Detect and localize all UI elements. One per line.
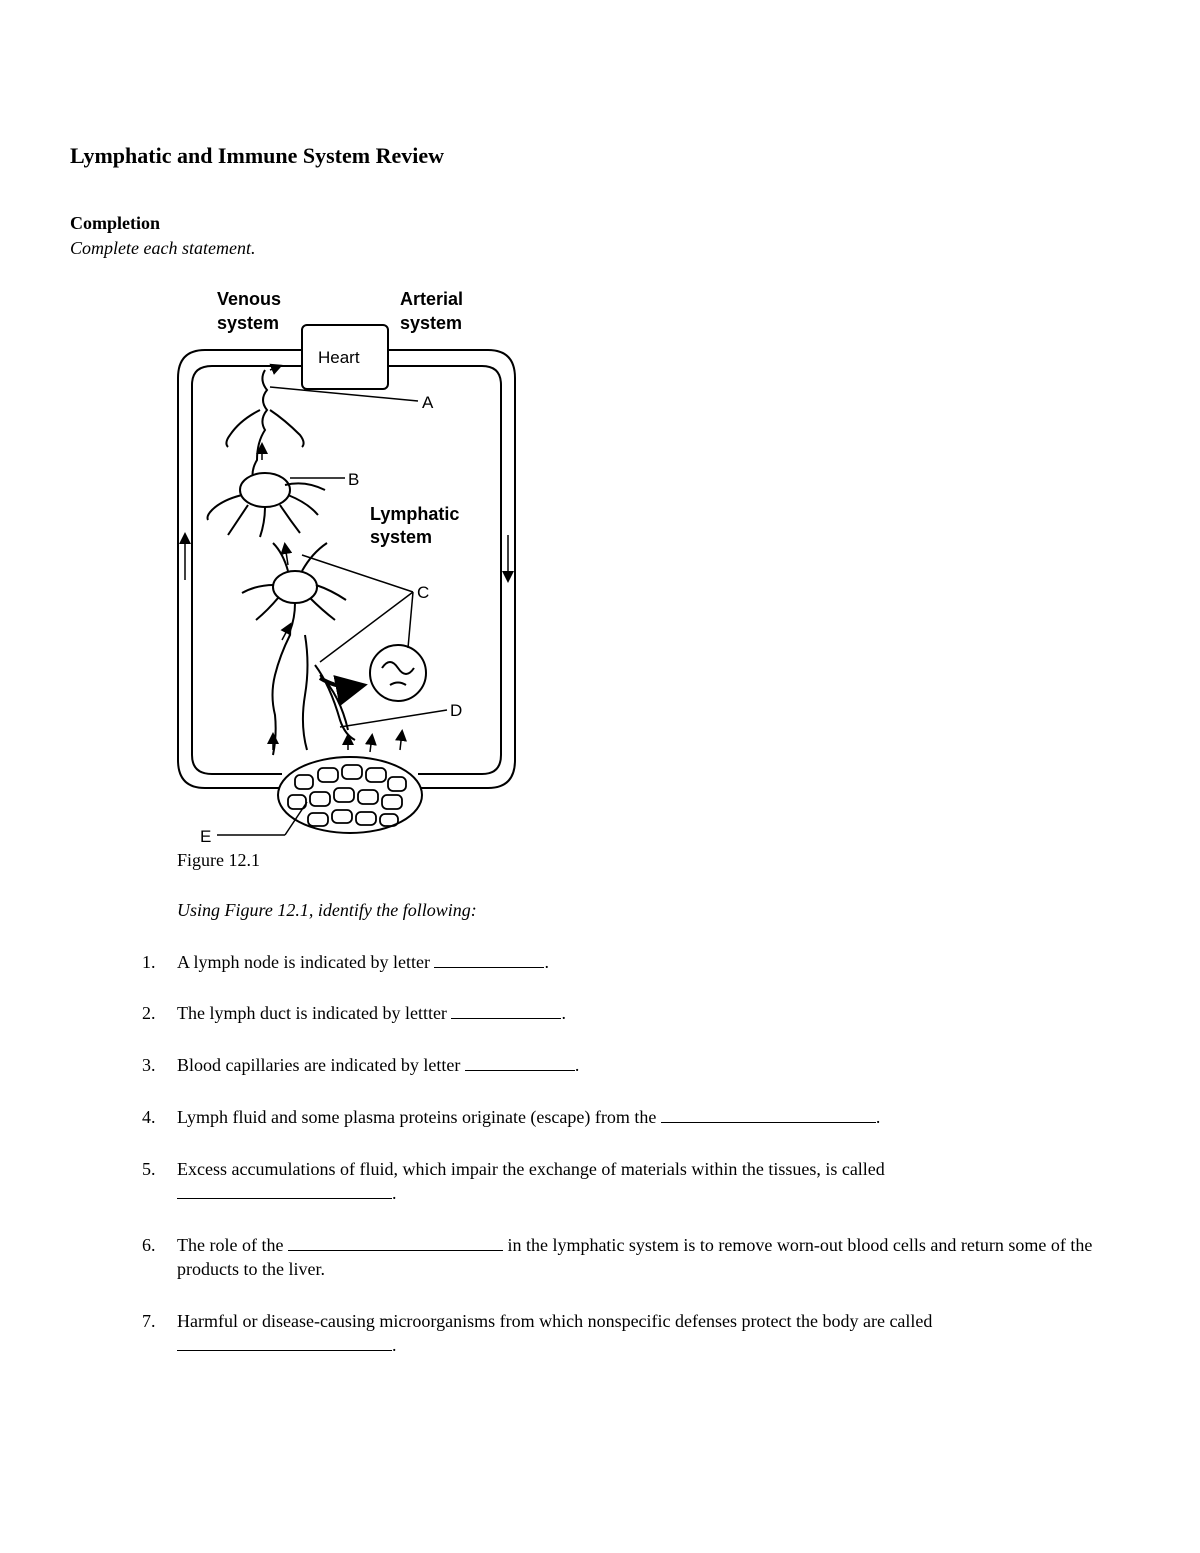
question-text: Blood capillaries are indicated by letter: [177, 1055, 461, 1075]
question-7: [142, 1309, 1142, 1357]
question-text-end: .: [544, 952, 549, 972]
figure-caption: Figure 12.1: [177, 850, 260, 870]
venous-label: Venous: [217, 289, 282, 309]
lymph-capillaries: [273, 635, 356, 755]
label-e: E: [200, 827, 212, 846]
section-heading: Completion: [70, 213, 160, 233]
question-text-end: .: [574, 1055, 580, 1075]
label-c: C: [417, 583, 430, 602]
question-number: 4.: [142, 1107, 156, 1127]
magnified-inset: [370, 645, 426, 701]
answer-blank[interactable]: [177, 1181, 392, 1199]
answer-blank[interactable]: [288, 1233, 503, 1251]
question-text: Lymph fluid and some plasma proteins originate (escape) from the: [177, 1107, 657, 1127]
duct-branch: [226, 410, 260, 447]
lymphatic-system-figure: [170, 280, 530, 850]
question-6: [142, 1233, 1142, 1281]
question-text: The lymph duct is indicated by lettter: [177, 1003, 447, 1023]
question-3: [142, 1053, 1142, 1077]
question-text-end: in the lymphatic system is to remove worn-out blood cells and return some of the products to the liver.: [177, 1235, 1093, 1279]
magnify-arrow: [320, 678, 360, 687]
question-text-end: .: [875, 1107, 881, 1127]
leader-d: [340, 710, 447, 727]
question-instruction: Using Figure 12.1, identify the following:: [177, 900, 477, 920]
venous-sub-label: system: [217, 313, 280, 333]
question-number: 3.: [142, 1055, 156, 1075]
question-text: Excess accumulations of fluid, which impair the exchange of materials within the tissues, is called: [177, 1159, 885, 1179]
document-title: Lymphatic and Immune System Review: [70, 143, 445, 168]
question-text: Harmful or disease-causing microorganisms from which nonspecific defenses protect the body are called: [177, 1311, 933, 1331]
question-4: [142, 1105, 1142, 1129]
answer-blank[interactable]: [451, 1001, 561, 1019]
question-text: The role of the: [177, 1235, 284, 1255]
answer-blank[interactable]: [661, 1105, 876, 1123]
question-number: 2.: [142, 1003, 156, 1023]
lymphatic-label: Lymphatic: [370, 504, 460, 524]
arterial-label: Arterial: [400, 289, 464, 309]
question-number: 5.: [142, 1159, 156, 1179]
question-number: 6.: [142, 1235, 156, 1255]
question-1: [142, 950, 1142, 974]
answer-blank[interactable]: [465, 1053, 575, 1071]
label-b: B: [348, 470, 360, 489]
question-text-end: .: [392, 1183, 397, 1203]
question-number: 1.: [142, 952, 156, 972]
arterial-sub-label: system: [400, 313, 463, 333]
question-text-end: .: [392, 1335, 397, 1355]
answer-blank[interactable]: [177, 1333, 392, 1351]
answer-blank[interactable]: [434, 950, 544, 968]
question-2: [142, 1001, 1142, 1025]
label-d: D: [450, 701, 463, 720]
duct-branch: [270, 410, 304, 447]
lymph-duct: [253, 370, 268, 480]
section-instruction: Complete each statement.: [70, 238, 256, 258]
fluid-arrows: [273, 732, 402, 752]
heart-label: Heart: [318, 348, 360, 367]
question-text: A lymph node is indicated by letter: [177, 952, 430, 972]
question-5: [142, 1157, 1142, 1205]
leader-c3: [408, 592, 413, 648]
question-text-end: .: [561, 1003, 566, 1023]
lymph-node-upper: [240, 473, 290, 507]
lymphatic-sub-label: system: [370, 527, 433, 547]
label-a: A: [422, 393, 434, 412]
question-number: 7.: [142, 1311, 156, 1331]
